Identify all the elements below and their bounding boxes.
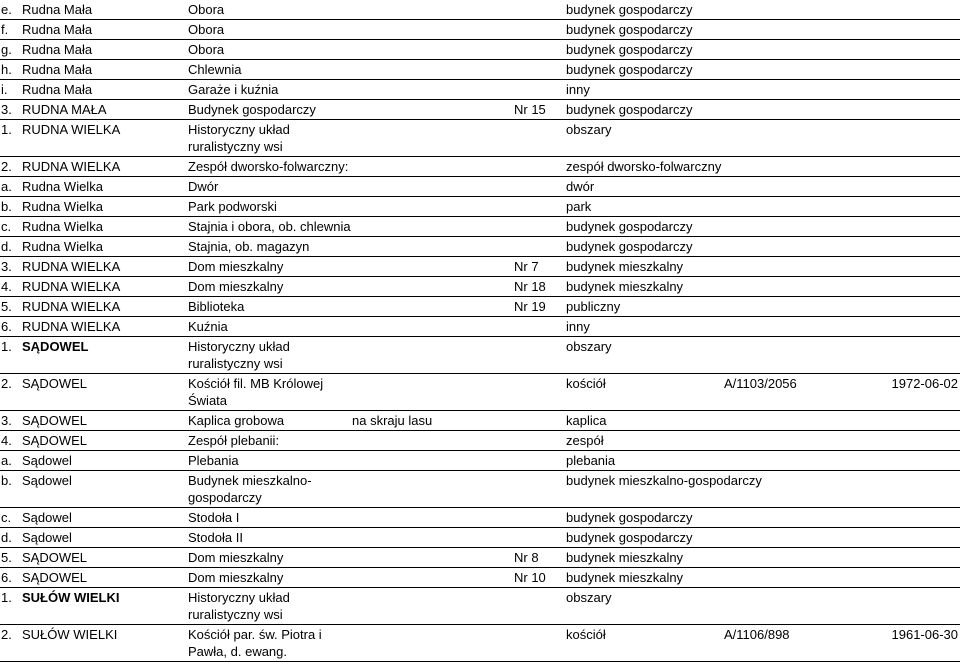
locality-cell: Rudna Wielka (22, 177, 188, 197)
house-number-cell: Nr 15 (514, 100, 566, 120)
object-name-cell: Park podworski (188, 197, 352, 217)
row-index: b. (0, 471, 22, 508)
locality-cell: Sądowel (22, 471, 188, 508)
register-number-cell (724, 431, 828, 451)
locality-cell: Rudna Wielka (22, 237, 188, 257)
location-note-cell (352, 317, 514, 337)
location-note-cell (352, 528, 514, 548)
function-cell: kościół (566, 374, 724, 411)
function-cell: budynek gospodarczy (566, 237, 724, 257)
register-number-cell (724, 60, 828, 80)
house-number-cell (514, 237, 566, 257)
register-number-cell (724, 237, 828, 257)
locality-cell: SĄDOWEL (22, 548, 188, 568)
location-note-cell: na skraju lasu (352, 411, 514, 431)
register-number-cell (724, 548, 828, 568)
object-name-cell: Kościół par. św. Piotra i Pawła, d. ewang. (188, 625, 352, 662)
house-number-cell (514, 588, 566, 625)
register-date-cell (828, 100, 960, 120)
register-number-cell (724, 277, 828, 297)
register-number-cell (724, 120, 828, 157)
table-row (0, 40, 960, 60)
house-number-cell: Nr 19 (514, 297, 566, 317)
locality-cell: Rudna Wielka (22, 217, 188, 237)
function-cell: obszary (566, 588, 724, 625)
function-cell: budynek gospodarczy (566, 40, 724, 60)
house-number-cell (514, 471, 566, 508)
row-index: 2. (0, 157, 22, 177)
location-note-cell (352, 297, 514, 317)
register-number-cell (724, 411, 828, 431)
object-name-cell: Stodoła I (188, 508, 352, 528)
table-row (0, 20, 960, 40)
table-row (0, 237, 960, 257)
register-date-cell (828, 277, 960, 297)
table-row (0, 374, 960, 411)
register-number-cell (724, 588, 828, 625)
house-number-cell (514, 411, 566, 431)
register-date-cell (828, 197, 960, 217)
locality-cell: Sądowel (22, 528, 188, 548)
function-cell: budynek mieszkalny (566, 548, 724, 568)
register-date-cell (828, 411, 960, 431)
object-name-cell: Dom mieszkalny (188, 548, 352, 568)
row-index: d. (0, 237, 22, 257)
register-number-cell (724, 80, 828, 100)
house-number-cell (514, 40, 566, 60)
row-index: d. (0, 528, 22, 548)
row-index: c. (0, 217, 22, 237)
object-name-cell: Zespół plebanii: (188, 431, 352, 451)
row-index: a. (0, 451, 22, 471)
locality-cell: RUDNA WIELKA (22, 297, 188, 317)
register-number-cell (724, 257, 828, 277)
register-date-cell (828, 431, 960, 451)
locality-cell: RUDNA WIELKA (22, 120, 188, 157)
register-date-cell (828, 177, 960, 197)
table-row (0, 257, 960, 277)
house-number-cell (514, 177, 566, 197)
locality-cell: SĄDOWEL (22, 411, 188, 431)
object-name-cell: Obora (188, 0, 352, 20)
row-index: a. (0, 177, 22, 197)
location-note-cell (352, 197, 514, 217)
table-row (0, 100, 960, 120)
object-name-cell: Stodoła II (188, 528, 352, 548)
table-row (0, 588, 960, 625)
row-index: 3. (0, 411, 22, 431)
table-row (0, 0, 960, 20)
location-note-cell (352, 120, 514, 157)
register-date-cell (828, 120, 960, 157)
locality-cell: SĄDOWEL (22, 568, 188, 588)
row-index: 5. (0, 548, 22, 568)
register-date-cell (828, 508, 960, 528)
register-date-cell (828, 217, 960, 237)
register-number-cell (724, 337, 828, 374)
table-row (0, 177, 960, 197)
object-name-cell: Garaże i kuźnia (188, 80, 352, 100)
function-cell: kościół (566, 625, 724, 662)
function-cell: plebania (566, 451, 724, 471)
locality-cell: Rudna Mała (22, 80, 188, 100)
table-row (0, 60, 960, 80)
function-cell: budynek gospodarczy (566, 100, 724, 120)
table-row (0, 528, 960, 548)
house-number-cell (514, 431, 566, 451)
location-note-cell (352, 257, 514, 277)
house-number-cell (514, 451, 566, 471)
locality-cell: Sądowel (22, 508, 188, 528)
register-date-cell (828, 237, 960, 257)
locality-cell: SĄDOWEL (22, 431, 188, 451)
location-note-cell (352, 40, 514, 60)
object-name-cell: Dom mieszkalny (188, 257, 352, 277)
location-note-cell (352, 157, 514, 177)
register-number-cell (724, 508, 828, 528)
locality-cell: Rudna Mała (22, 60, 188, 80)
function-cell: publiczny (566, 297, 724, 317)
location-note-cell (352, 568, 514, 588)
row-index: 3. (0, 100, 22, 120)
locality-cell: Rudna Mała (22, 40, 188, 60)
register-number-cell: A/1106/898 (724, 625, 828, 662)
location-note-cell (352, 277, 514, 297)
object-name-cell: Kościół fil. MB Królowej Świata (188, 374, 352, 411)
row-index: e. (0, 0, 22, 20)
row-index: g. (0, 40, 22, 60)
register-date-cell (828, 568, 960, 588)
location-note-cell (352, 451, 514, 471)
function-cell: budynek gospodarczy (566, 20, 724, 40)
house-number-cell: Nr 7 (514, 257, 566, 277)
row-index: 4. (0, 277, 22, 297)
locality-cell: RUDNA WIELKA (22, 257, 188, 277)
function-cell: budynek gospodarczy (566, 60, 724, 80)
location-note-cell (352, 508, 514, 528)
function-cell: kaplica (566, 411, 724, 431)
register-number-cell (724, 568, 828, 588)
table-row (0, 568, 960, 588)
register-date-cell (828, 80, 960, 100)
table-row (0, 411, 960, 431)
register-number-cell (724, 177, 828, 197)
function-cell: budynek mieszkalny (566, 277, 724, 297)
function-cell: obszary (566, 120, 724, 157)
register-date-cell (828, 471, 960, 508)
locality-cell: RUDNA WIELKA (22, 317, 188, 337)
table-row (0, 317, 960, 337)
location-note-cell (352, 0, 514, 20)
function-cell: budynek gospodarczy (566, 528, 724, 548)
function-cell: dwór (566, 177, 724, 197)
function-cell: inny (566, 317, 724, 337)
table-row (0, 548, 960, 568)
register-date-cell (828, 588, 960, 625)
locality-cell: RUDNA WIELKA (22, 277, 188, 297)
row-index: 1. (0, 588, 22, 625)
register-number-cell (724, 451, 828, 471)
locality-cell: SUŁÓW WIELKI (22, 588, 188, 625)
location-note-cell (352, 237, 514, 257)
row-index: i. (0, 80, 22, 100)
row-index: 1. (0, 120, 22, 157)
house-number-cell: Nr 10 (514, 568, 566, 588)
row-index: 1. (0, 337, 22, 374)
location-note-cell (352, 217, 514, 237)
register-date-cell: 1972-06-02 (828, 374, 960, 411)
function-cell: obszary (566, 337, 724, 374)
register-date-cell (828, 40, 960, 60)
object-name-cell: Historyczny układ ruralistyczny wsi (188, 337, 352, 374)
object-name-cell: Obora (188, 40, 352, 60)
object-name-cell: Kaplica grobowa (188, 411, 352, 431)
table-row (0, 471, 960, 508)
location-note-cell (352, 471, 514, 508)
object-name-cell: Budynek mieszkalno-gospodarczy (188, 471, 352, 508)
function-cell: budynek mieszkalny (566, 568, 724, 588)
row-index: 2. (0, 374, 22, 411)
row-index: 4. (0, 431, 22, 451)
house-number-cell (514, 120, 566, 157)
register-date-cell (828, 20, 960, 40)
location-note-cell (352, 548, 514, 568)
table-row (0, 80, 960, 100)
table-row (0, 508, 960, 528)
register-number-cell (724, 157, 828, 177)
register-number-cell (724, 197, 828, 217)
house-number-cell (514, 20, 566, 40)
object-name-cell: Dom mieszkalny (188, 277, 352, 297)
table-row (0, 157, 960, 177)
register-number-cell (724, 20, 828, 40)
table-row (0, 217, 960, 237)
location-note-cell (352, 60, 514, 80)
object-name-cell: Stajnia, ob. magazyn (188, 237, 352, 257)
row-index: 6. (0, 317, 22, 337)
row-index: 6. (0, 568, 22, 588)
function-cell: zespół (566, 431, 724, 451)
object-name-cell: Obora (188, 20, 352, 40)
row-index: h. (0, 60, 22, 80)
locality-cell: Sądowel (22, 451, 188, 471)
register-date-cell (828, 337, 960, 374)
function-cell: zespół dworsko-folwarczny (566, 157, 724, 177)
register-date-cell (828, 257, 960, 277)
function-cell: budynek mieszkalno-gospodarczy (566, 471, 724, 508)
house-number-cell (514, 508, 566, 528)
register-number-cell (724, 297, 828, 317)
table-row (0, 337, 960, 374)
table-row (0, 297, 960, 317)
register-number-cell (724, 217, 828, 237)
locality-cell: RUDNA WIELKA (22, 157, 188, 177)
locality-cell: Rudna Mała (22, 0, 188, 20)
row-index: c. (0, 508, 22, 528)
register-number-cell (724, 0, 828, 20)
register-date-cell: 1961-06-30 (828, 625, 960, 662)
house-number-cell (514, 157, 566, 177)
locality-cell: SĄDOWEL (22, 337, 188, 374)
register-number-cell (724, 40, 828, 60)
location-note-cell (352, 374, 514, 411)
object-name-cell: Historyczny układ ruralistyczny wsi (188, 120, 352, 157)
house-number-cell (514, 80, 566, 100)
function-cell: inny (566, 80, 724, 100)
register-number-cell: A/1103/2056 (724, 374, 828, 411)
location-note-cell (352, 337, 514, 374)
location-note-cell (352, 625, 514, 662)
object-name-cell: Dwór (188, 177, 352, 197)
house-number-cell (514, 217, 566, 237)
function-cell: budynek mieszkalny (566, 257, 724, 277)
table-row (0, 197, 960, 217)
function-cell: budynek gospodarczy (566, 0, 724, 20)
function-cell: budynek gospodarczy (566, 217, 724, 237)
register-date-cell (828, 60, 960, 80)
object-name-cell: Biblioteka (188, 297, 352, 317)
register-date-cell (828, 317, 960, 337)
object-name-cell: Kuźnia (188, 317, 352, 337)
object-name-cell: Stajnia i obora, ob. chlewnia (188, 217, 352, 237)
table-row (0, 451, 960, 471)
register-date-cell (828, 451, 960, 471)
location-note-cell (352, 588, 514, 625)
row-index: 3. (0, 257, 22, 277)
object-name-cell: Budynek gospodarczy (188, 100, 352, 120)
register-date-cell (828, 297, 960, 317)
row-index: 2. (0, 625, 22, 662)
house-number-cell (514, 337, 566, 374)
object-name-cell: Zespół dworsko-folwarczny: (188, 157, 352, 177)
table-row (0, 431, 960, 451)
object-name-cell: Dom mieszkalny (188, 568, 352, 588)
table-row (0, 120, 960, 157)
location-note-cell (352, 100, 514, 120)
location-note-cell (352, 431, 514, 451)
location-note-cell (352, 177, 514, 197)
table-row (0, 277, 960, 297)
register-date-cell (828, 0, 960, 20)
register-date-cell (828, 528, 960, 548)
row-index: f. (0, 20, 22, 40)
register-date-cell (828, 157, 960, 177)
object-name-cell: Chlewnia (188, 60, 352, 80)
house-number-cell (514, 60, 566, 80)
register-number-cell (724, 100, 828, 120)
function-cell: budynek gospodarczy (566, 508, 724, 528)
house-number-cell (514, 625, 566, 662)
location-note-cell (352, 20, 514, 40)
row-index: b. (0, 197, 22, 217)
house-number-cell (514, 317, 566, 337)
locality-cell: Rudna Wielka (22, 197, 188, 217)
locality-cell: SUŁÓW WIELKI (22, 625, 188, 662)
locality-cell: RUDNA MAŁA (22, 100, 188, 120)
register-number-cell (724, 528, 828, 548)
house-number-cell (514, 528, 566, 548)
table-row (0, 625, 960, 662)
house-number-cell (514, 374, 566, 411)
row-index: 5. (0, 297, 22, 317)
register-number-cell (724, 317, 828, 337)
house-number-cell: Nr 18 (514, 277, 566, 297)
location-note-cell (352, 80, 514, 100)
locality-cell: Rudna Mała (22, 20, 188, 40)
object-name-cell: Plebania (188, 451, 352, 471)
house-number-cell: Nr 8 (514, 548, 566, 568)
locality-cell: SĄDOWEL (22, 374, 188, 411)
house-number-cell (514, 197, 566, 217)
register-date-cell (828, 548, 960, 568)
function-cell: park (566, 197, 724, 217)
house-number-cell (514, 0, 566, 20)
object-name-cell: Historyczny układ ruralistyczny wsi (188, 588, 352, 625)
